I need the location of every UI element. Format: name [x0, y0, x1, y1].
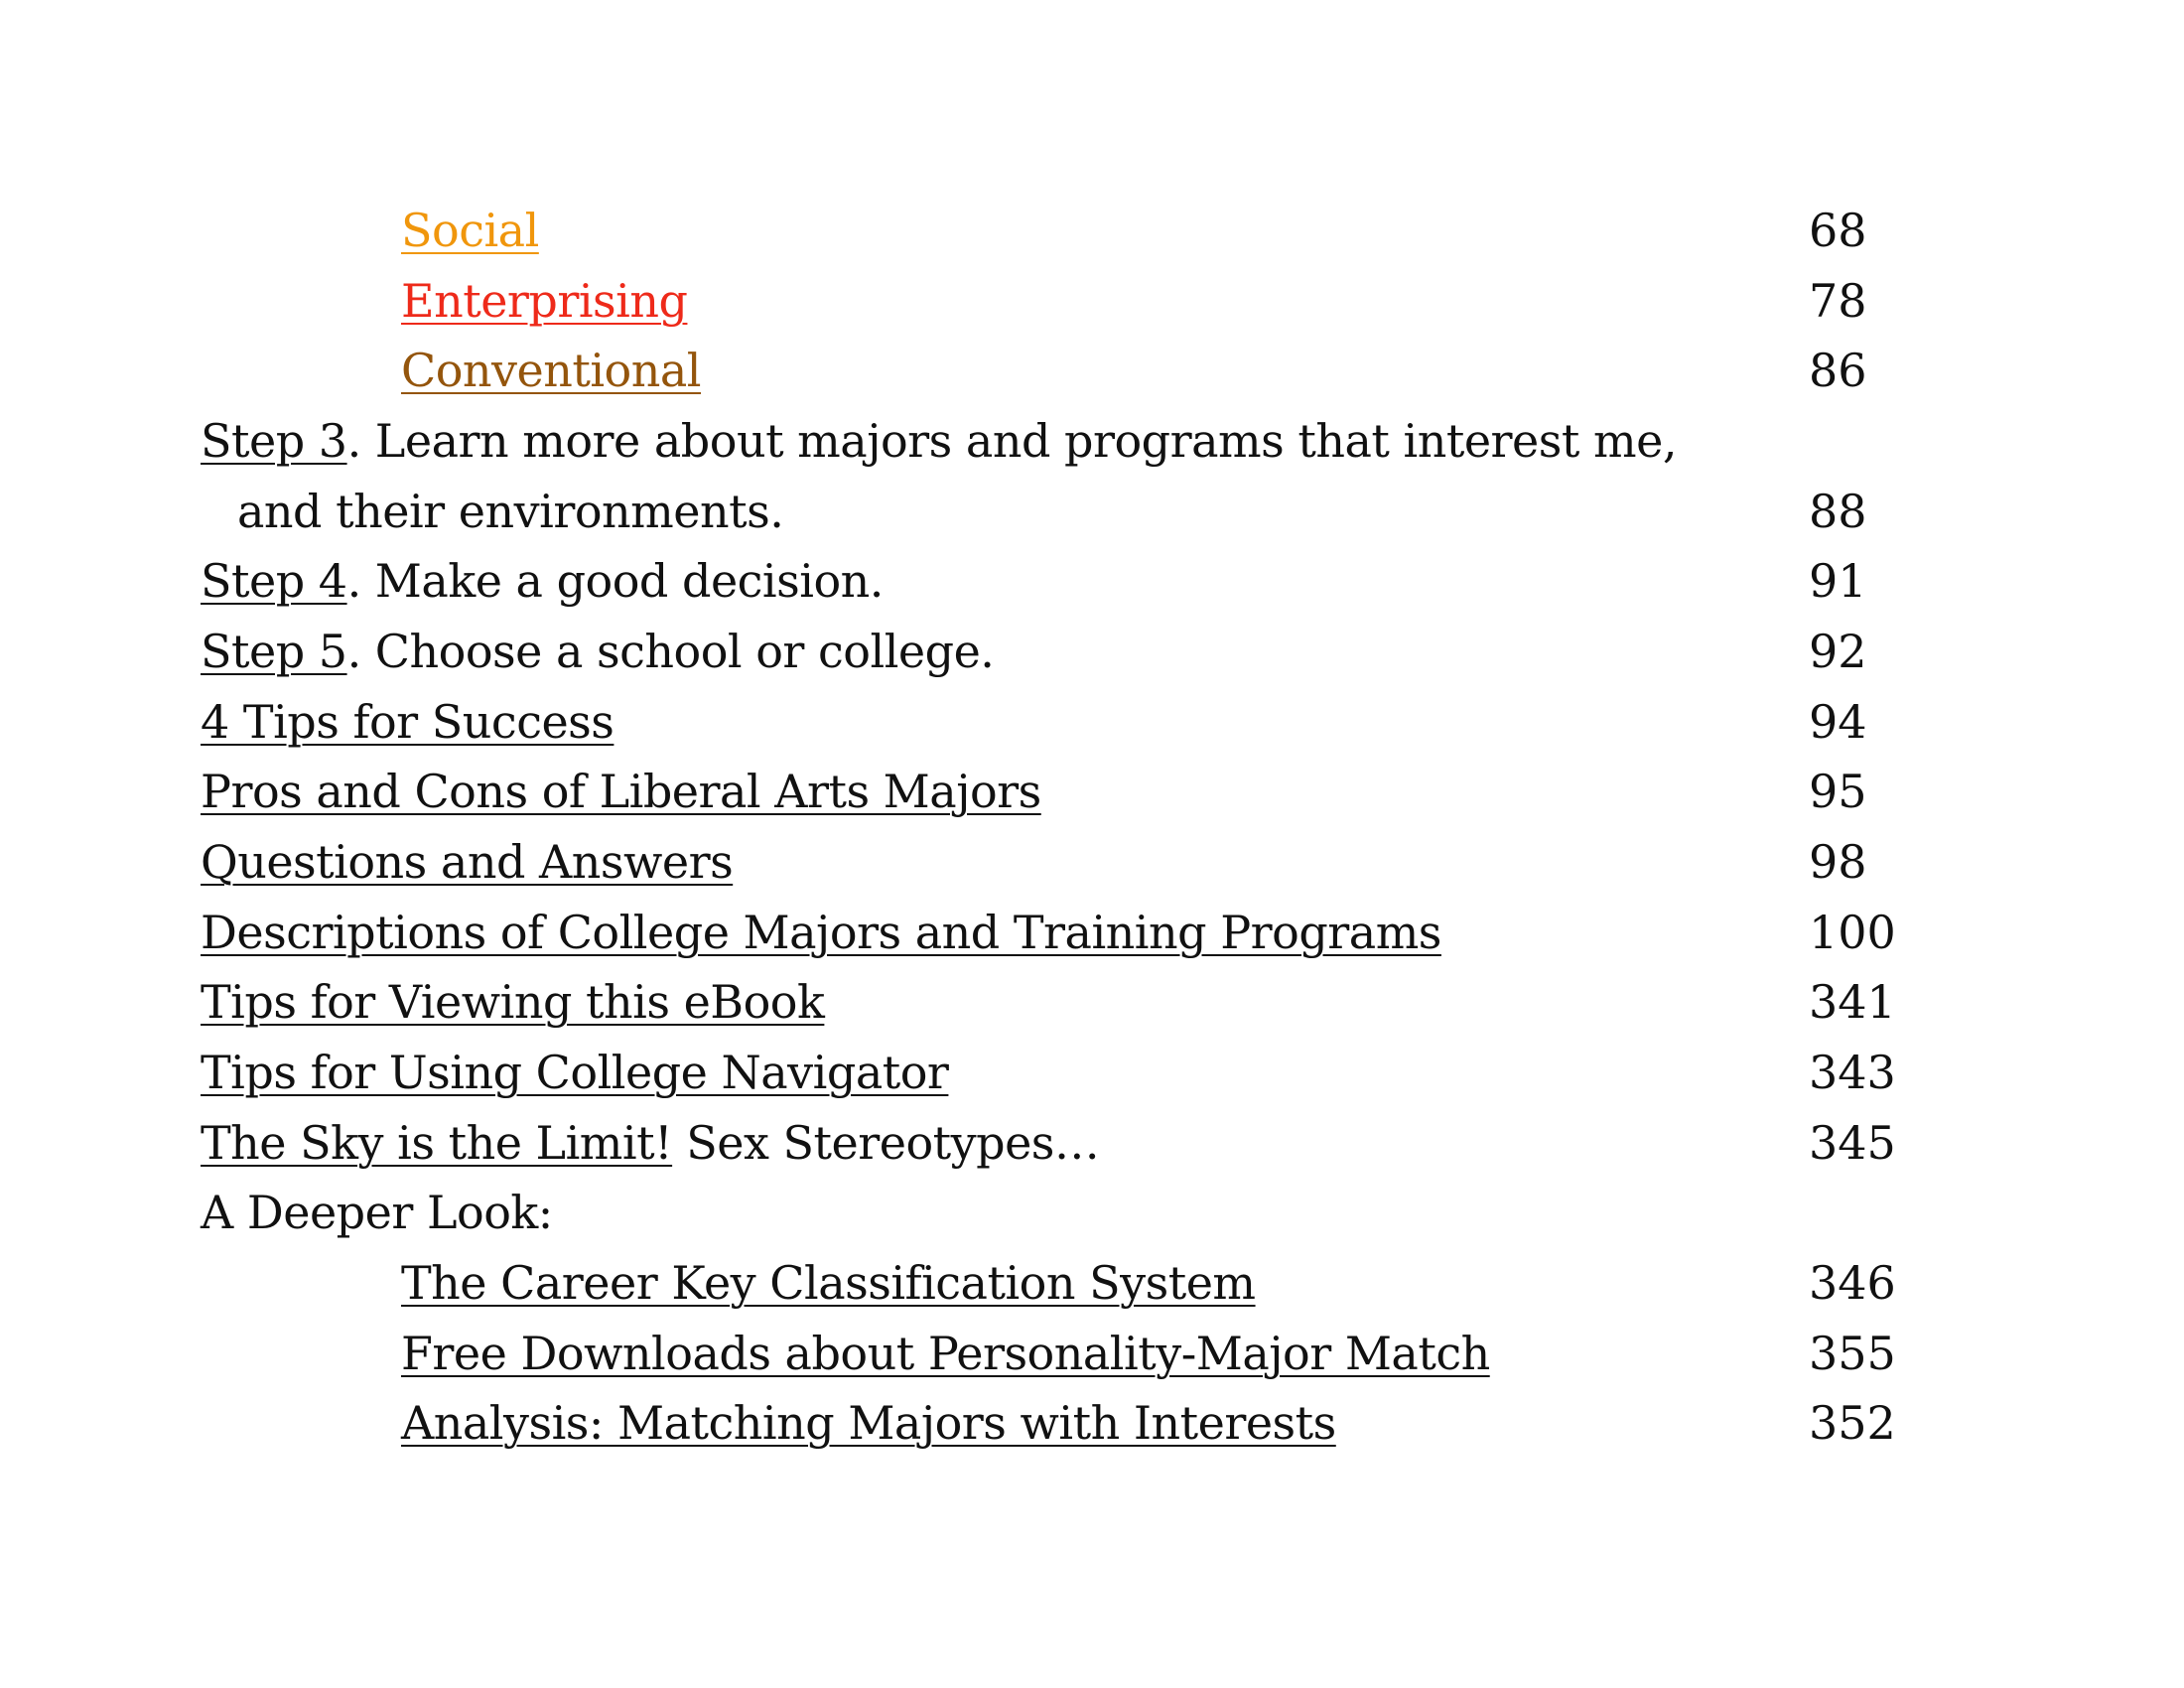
- toc-entry-descriptions: [0, 901, 2184, 964]
- toc-link-social[interactable]: Social: [401, 204, 539, 257]
- toc-entry-free-downloads: [0, 1322, 2184, 1385]
- toc-entry-step4: [0, 549, 2184, 613]
- toc-sky-limit-text: Sex Stereotypes…: [672, 1116, 1100, 1170]
- toc-entry-career-key: [0, 1251, 2184, 1315]
- toc-page-number: 343: [1809, 1046, 1896, 1099]
- toc-page-number: 100: [1809, 906, 1896, 959]
- toc-entry-pros-cons: [0, 760, 2184, 823]
- toc-link-step4[interactable]: Step 4: [201, 554, 347, 608]
- toc-link-tips-success[interactable]: 4 Tips for Success: [201, 695, 614, 749]
- toc-step5-text: . Choose a school or college.: [346, 625, 995, 678]
- toc-link-pros-cons[interactable]: Pros and Cons of Liberal Arts Majors: [201, 765, 1041, 818]
- toc-entry-conventional: [0, 339, 2184, 402]
- toc-link-tips-navigator[interactable]: Tips for Using College Navigator: [201, 1046, 949, 1099]
- toc-step5-line: [201, 620, 994, 683]
- toc-entry-step3-continued: [0, 480, 2184, 543]
- toc-entry-sky-limit: [0, 1111, 2184, 1175]
- toc-page-number: 92: [1809, 625, 1867, 678]
- toc-entry-deeper-look: [0, 1181, 2184, 1244]
- toc-entry-tips-navigator: [0, 1041, 2184, 1104]
- toc-link-analysis[interactable]: Analysis: Matching Majors with Interests: [401, 1396, 1336, 1450]
- toc-link-free-downloads[interactable]: Free Downloads about Personality-Major Match: [401, 1327, 1490, 1380]
- toc-sky-limit-line: [201, 1111, 1099, 1175]
- toc-page-number: 94: [1809, 695, 1867, 749]
- toc-page-number: 355: [1809, 1327, 1896, 1380]
- toc-heading-deeper-look: A Deeper Look:: [201, 1186, 553, 1239]
- toc-page-number: 68: [1809, 204, 1867, 257]
- toc-link-tips-viewing[interactable]: Tips for Viewing this eBook: [201, 975, 825, 1029]
- toc-entry-analysis: [0, 1391, 2184, 1455]
- toc-page-number: 98: [1809, 835, 1867, 889]
- toc-link-step3[interactable]: Step 3: [201, 414, 347, 468]
- toc-link-descriptions[interactable]: Descriptions of College Majors and Training Programs: [201, 906, 1441, 959]
- toc-page-number: 341: [1809, 975, 1896, 1029]
- toc-step3-continuation: and their environments.: [237, 485, 784, 538]
- toc-step4-text: . Make a good decision.: [346, 554, 884, 608]
- toc-step3-text: . Learn more about majors and programs that interest me,: [346, 414, 1677, 468]
- toc-link-career-key[interactable]: The Career Key Classification System: [401, 1256, 1256, 1310]
- toc-entry-social: [0, 199, 2184, 262]
- toc-entry-step3: [0, 409, 2184, 473]
- toc-link-enterprising[interactable]: Enterprising: [401, 274, 688, 328]
- toc-link-qa[interactable]: Questions and Answers: [201, 835, 734, 889]
- toc-page-number: 95: [1809, 765, 1867, 818]
- toc-entry-tips-viewing: [0, 970, 2184, 1034]
- toc-page-number: 352: [1809, 1396, 1896, 1450]
- toc-link-sky-limit[interactable]: The Sky is the Limit!: [201, 1116, 673, 1170]
- toc-step3-line: [201, 409, 1677, 473]
- toc-entry-step5: [0, 620, 2184, 683]
- toc-entry-enterprising: [0, 269, 2184, 333]
- toc-page-number: 91: [1809, 554, 1867, 608]
- toc-page-number: 88: [1809, 485, 1867, 538]
- toc-page-number: 346: [1809, 1256, 1896, 1310]
- toc-step4-line: [201, 549, 884, 613]
- toc-page-number: 86: [1809, 344, 1867, 397]
- toc-page-number: 345: [1809, 1116, 1896, 1170]
- toc-link-step5[interactable]: Step 5: [201, 625, 347, 678]
- toc-entry-tips-success: [0, 690, 2184, 754]
- toc-entry-qa: [0, 830, 2184, 894]
- toc-link-conventional[interactable]: Conventional: [401, 344, 702, 397]
- toc-page-number: 78: [1809, 274, 1867, 328]
